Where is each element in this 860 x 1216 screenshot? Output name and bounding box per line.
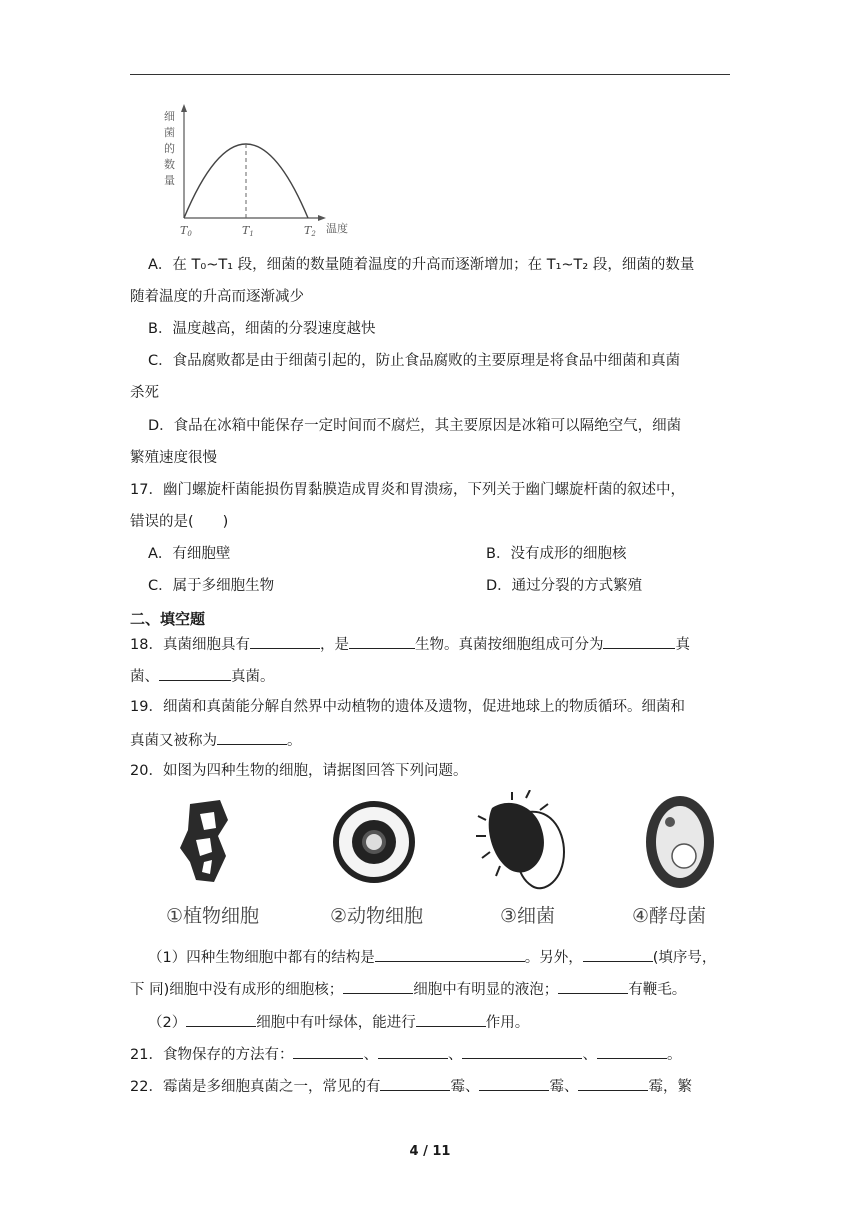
q21-blank-2[interactable] xyxy=(378,1043,448,1059)
plant-cell-image xyxy=(180,800,228,882)
q18-blank-3[interactable] xyxy=(603,633,675,649)
q16-option-b: B．温度越高，细菌的分裂速度越快 xyxy=(148,321,376,337)
caption-plant-cell: ①植物细胞 xyxy=(166,905,260,927)
q19-blank-1[interactable] xyxy=(217,729,287,745)
q21-sep-1: 、 xyxy=(363,1047,378,1063)
q21-text-1: 21．食物保存的方法有： xyxy=(130,1047,294,1063)
tick-t2: T2 xyxy=(304,224,316,238)
q16-option-c-line1: C．食品腐败都是由于细菌引起的，防止食品腐败的主要原理是将食品中细菌和真菌 xyxy=(148,353,681,369)
q19-text-1: 真菌又被称为 xyxy=(130,733,217,749)
q22-blank-3[interactable] xyxy=(578,1075,648,1091)
q19-line2 xyxy=(130,729,302,751)
page-number: 4 / 11 xyxy=(409,1144,451,1159)
q19-line1: 19．细菌和真菌能分解自然界中动植物的遗体及遗物，促进地球上的物质循环。细菌和 xyxy=(130,699,685,715)
q20-sub1-text-2: 。另外， xyxy=(524,950,583,966)
q18-text-6: 真菌。 xyxy=(231,669,275,685)
q20-blank-6[interactable] xyxy=(416,1011,486,1027)
q20-sub1-line1 xyxy=(148,946,716,968)
q17-stem-line2: 错误的是( ) xyxy=(130,514,229,530)
q21-blank-4[interactable] xyxy=(597,1043,667,1059)
q20-sub1-text-6: 有鞭毛。 xyxy=(628,982,687,998)
q17-option-d: D．通过分裂的方式繁殖 xyxy=(486,578,643,594)
q16-option-a-line1: A．在 T₀~T₁ 段，细菌的数量随着温度的升高而逐渐增加；在 T₁~T₂ 段，细菌的数量 xyxy=(148,257,695,273)
q20-blank-3[interactable] xyxy=(343,978,413,994)
q20-sub1-text-3: (填序号， xyxy=(652,950,717,966)
q18-blank-2[interactable] xyxy=(349,633,415,649)
q18-blank-4[interactable] xyxy=(159,665,231,681)
y-axis-label-3: 的 xyxy=(164,142,175,155)
y-axis-label-4: 数 xyxy=(164,158,175,171)
q18-text-1: 18．真菌细胞具有 xyxy=(130,637,250,653)
tick-t0: T0 xyxy=(180,224,192,238)
q17-stem-line1: 17．幽门螺旋杆菌能损伤胃黏膜造成胃炎和胃溃疡，下列关于幽门螺旋杆菌的叙述中， xyxy=(130,482,685,498)
q20-blank-4[interactable] xyxy=(558,978,628,994)
q22-line xyxy=(130,1075,692,1097)
q21-line xyxy=(130,1043,681,1065)
q20-sub2-text-3: 作用。 xyxy=(485,1015,530,1031)
tick-t1: T1 xyxy=(242,224,254,238)
bacteria-temperature-graph xyxy=(160,102,360,242)
q22-text-3: 霉、 xyxy=(549,1079,579,1095)
q21-end: 。 xyxy=(666,1047,682,1063)
q16-option-a-line2: 随着温度的升高而逐渐减少 xyxy=(130,289,304,305)
bacterium-image xyxy=(476,790,564,888)
y-axis-label-1: 细 xyxy=(164,110,175,123)
q20-sub1-text-4: 下 同)细胞中没有成形的细胞核； xyxy=(130,982,344,998)
q21-sep-3: 、 xyxy=(582,1047,597,1063)
x-axis-label: 温度 xyxy=(326,222,348,235)
q21-blank-3[interactable] xyxy=(462,1043,582,1059)
q21-blank-1[interactable] xyxy=(293,1043,363,1059)
caption-bacterium: ③细菌 xyxy=(500,905,556,927)
x-axis-arrow xyxy=(318,215,326,221)
q19-text-2: 。 xyxy=(287,733,302,749)
q18-text-2: ，是 xyxy=(319,637,349,653)
q20-sub1-text-5: 细胞中有明显的液泡； xyxy=(413,982,559,998)
four-cells-figure xyxy=(160,790,740,932)
y-axis-arrow xyxy=(181,104,187,112)
q22-blank-2[interactable] xyxy=(479,1075,549,1091)
caption-animal-cell: ②动物细胞 xyxy=(330,905,424,927)
q20-sub2 xyxy=(148,1011,529,1033)
yeast-image xyxy=(646,796,714,888)
section-heading-fill-in: 二、填空题 xyxy=(130,610,206,628)
q18-text-4: 真 xyxy=(675,637,690,653)
animal-cell-image xyxy=(336,804,412,880)
y-axis-label-2: 菌 xyxy=(164,126,175,139)
q20-sub2-text-1: （2） xyxy=(148,1015,187,1031)
q17-option-c: C．属于多细胞生物 xyxy=(148,578,275,594)
q18-blank-1[interactable] xyxy=(250,633,320,649)
header-rule xyxy=(130,74,730,75)
q16-option-d-line2: 繁殖速度很慢 xyxy=(130,450,217,466)
y-axis-label-5: 量 xyxy=(164,174,175,187)
q18-line1 xyxy=(130,633,690,655)
q18-text-3: 生物。真菌按细胞组成可分为 xyxy=(414,637,604,653)
q22-text-4: 霉，繁 xyxy=(648,1079,692,1095)
caption-yeast: ④酵母菌 xyxy=(632,905,707,927)
q16-option-c-line2: 杀死 xyxy=(130,385,159,401)
q16-option-d-line1: D．食品在冰箱中能保存一定时间而不腐烂，其主要原因是冰箱可以隔绝空气，细菌 xyxy=(148,418,682,434)
q21-sep-2: 、 xyxy=(447,1047,463,1063)
q22-text-2: 霉、 xyxy=(450,1079,480,1095)
q17-option-b: B．没有成形的细胞核 xyxy=(486,546,627,562)
q17-option-a: A．有细胞壁 xyxy=(148,546,231,562)
q20-stem: 20．如图为四种生物的细胞，请据图回答下列问题。 xyxy=(130,763,468,779)
q20-blank-5[interactable] xyxy=(186,1011,256,1027)
q20-sub1-text-1: （1）四种生物细胞中都有的结构是 xyxy=(148,950,375,966)
q20-sub1-line2 xyxy=(130,978,686,1000)
q22-text-1: 22．霉菌是多细胞真菌之一，常见的有 xyxy=(130,1079,381,1095)
q22-blank-1[interactable] xyxy=(380,1075,450,1091)
q20-blank-1[interactable] xyxy=(375,946,525,962)
q18-line2 xyxy=(130,665,275,687)
q20-blank-2[interactable] xyxy=(583,946,653,962)
q20-sub2-text-2: 细胞中有叶绿体，能进行 xyxy=(256,1015,416,1031)
q18-text-5: 菌、 xyxy=(130,669,159,685)
